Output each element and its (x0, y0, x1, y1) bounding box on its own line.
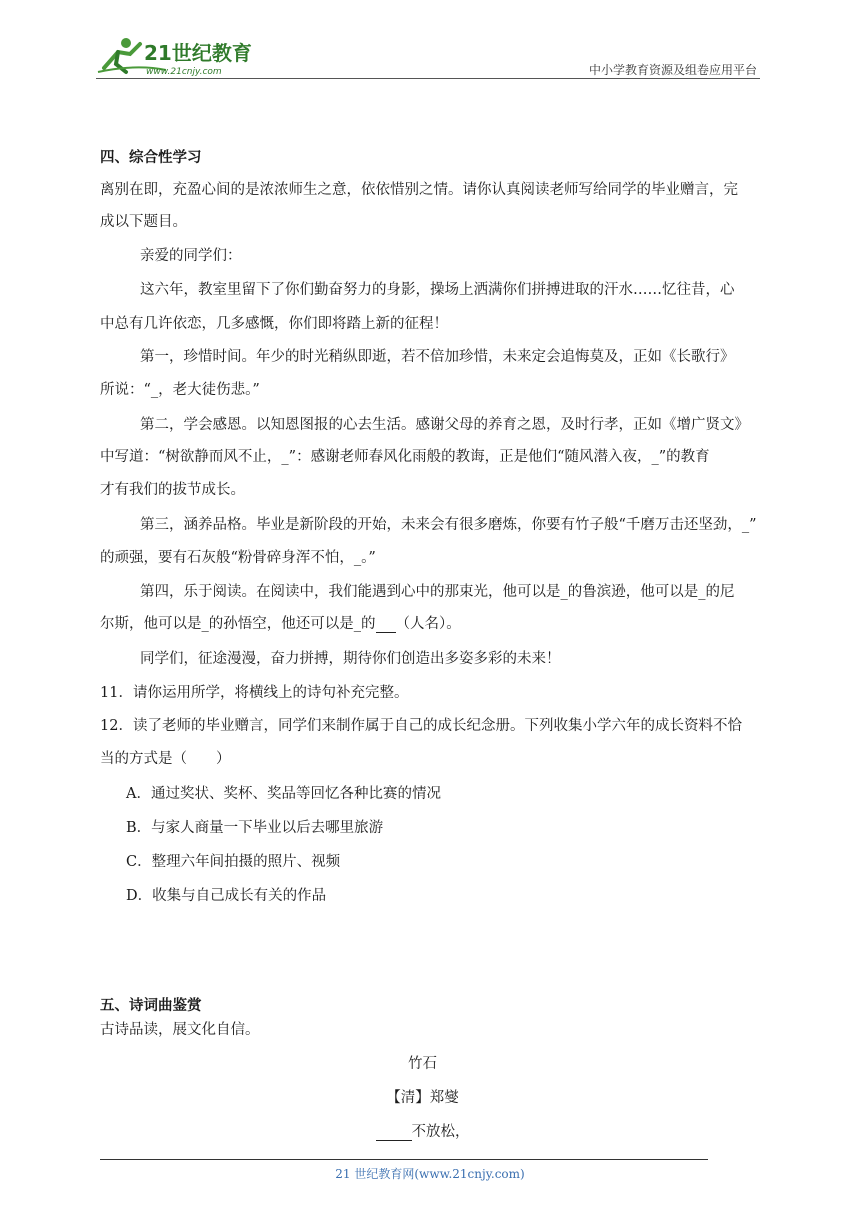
footer-source[interactable]: 21 世纪教育网(www.21cnjy.com) (335, 1167, 525, 1181)
letter-p5-line2-text: 尔斯，他可以是_的孙悟空，他还可以是_的 (100, 616, 376, 632)
letter-p4-line2: 的顽强，要有石灰般“粉骨碎身浑不怕，_。” (100, 550, 376, 566)
answer-blank[interactable] (376, 1124, 412, 1141)
letter-p3-line3: 才有我们的拔节成长。 (100, 482, 245, 498)
footer-divider (100, 1159, 708, 1160)
site-logo (96, 34, 266, 78)
letter-p3-line1: 第二，学会感恩。以知恩图报的心去生活。感谢父母的养育之恩，及时行孝，正如《增广贤文》 (140, 417, 749, 433)
poem-author: 【清】郑燮 (386, 1090, 459, 1106)
letter-p6: 同学们，征途漫漫，奋力拼搏，期待你们创造出多姿多彩的未来！ (140, 651, 561, 667)
logo-url-text: www.21cnjy.com (146, 67, 222, 77)
option-c[interactable]: C．整理六年间拍摄的照片、视频 (126, 854, 341, 870)
question-12-line2: 当的方式是（ ） (100, 751, 231, 767)
option-a[interactable]: A．通过奖状、奖杯、奖品等回忆各种比赛的情况 (126, 786, 441, 802)
letter-p5-line2-suffix: （人名）。 (395, 616, 461, 632)
header-divider (96, 78, 760, 79)
question-11: 11．请你运用所学，将横线上的诗句补充完整。 (100, 685, 409, 701)
letter-p3-line2: 中写道：“树欲静而风不止，_”：感谢老师春风化雨般的教诲，正是他们“随风潜入夜，_”的教育 (100, 449, 710, 465)
answer-blank[interactable] (376, 616, 396, 633)
letter-p5-line1: 第四，乐于阅读。在阅读中，我们能遇到心中的那束光，他可以是_的鲁滨逊，他可以是_的尼 (140, 584, 735, 600)
letter-p1-line1: 这六年，教室里留下了你们勤奋努力的身影，操场上洒满你们拼搏进取的汗水……忆往昔，心 (140, 282, 735, 298)
section-4-intro-line2: 成以下题目。 (100, 214, 187, 230)
section-5-intro: 古诗品读，展文化自信。 (100, 1022, 260, 1038)
letter-p5-line2 (100, 612, 461, 633)
section-5-title: 五、诗词曲鉴赏 (100, 998, 202, 1014)
platform-name: 中小学教育资源及组卷应用平台 (588, 63, 757, 77)
poem-line-1-text: 不放松， (411, 1124, 470, 1140)
section-4-title: 四、综合性学习 (100, 150, 202, 166)
letter-p2-line2: 所说：“_，老大徒伤悲。” (100, 382, 260, 398)
option-d[interactable]: D．收集与自己成长有关的作品 (126, 888, 327, 904)
logo-graphic (96, 34, 266, 78)
letter-p4-line1: 第三，涵养品格。毕业是新阶段的开始，未来会有很多磨炼，你要有竹子般“千磨万击还坚劲，_” (140, 517, 757, 533)
section-4-intro-line1: 离别在即，充盈心间的是浓浓师生之意，依依惜别之情。请你认真阅读老师写给同学的毕业赠言，完 (100, 182, 738, 198)
question-12-line1: 12．读了老师的毕业赠言，同学们来制作属于自己的成长纪念册。下列收集小学六年的成长资料不恰 (100, 718, 742, 734)
logo-text: 21世纪教育 (144, 41, 252, 65)
poem-title: 竹石 (408, 1056, 437, 1072)
letter-p2-line1: 第一，珍惜时间。年少的时光稍纵即逝，若不倍加珍惜，未来定会追悔莫及，正如《长歌行》 (140, 349, 735, 365)
letter-greeting: 亲爱的同学们： (140, 248, 242, 264)
option-b[interactable]: B．与家人商量一下毕业以后去哪里旅游 (126, 820, 384, 836)
letter-p1-line2: 中总有几许依恋，几多感慨，你们即将踏上新的征程！ (100, 316, 448, 332)
poem-line-1 (100, 1120, 745, 1141)
